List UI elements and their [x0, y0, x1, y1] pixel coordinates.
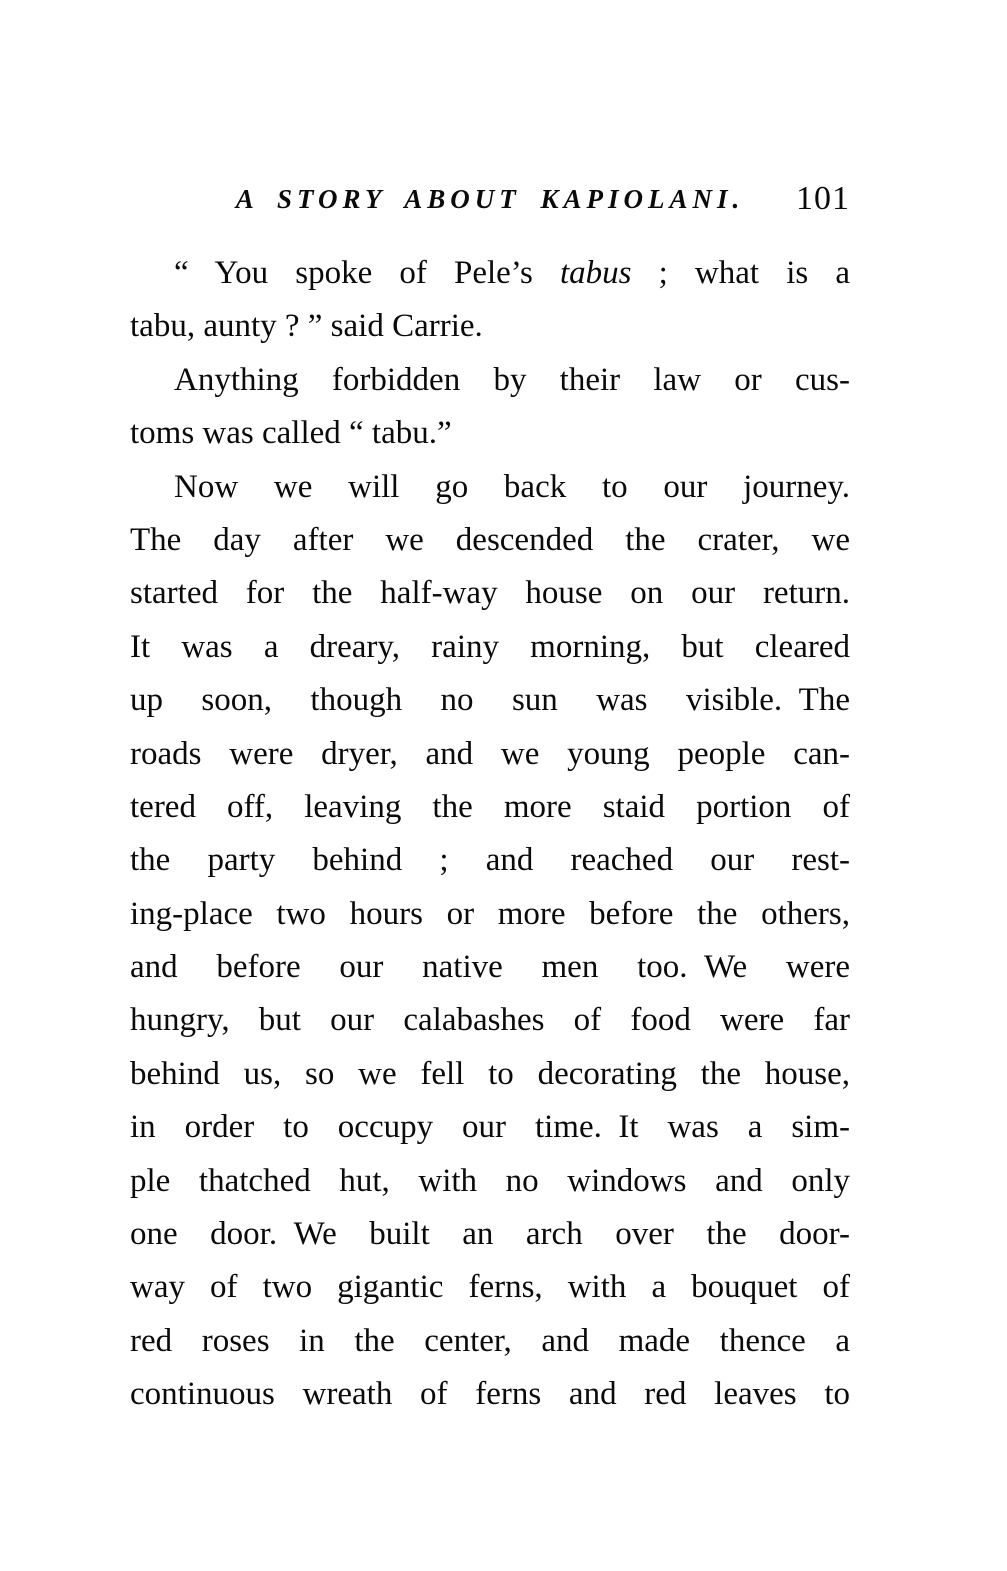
- page-number: 101: [796, 180, 850, 217]
- text-line: [130, 941, 850, 994]
- text-line: [130, 514, 850, 567]
- text-line: [130, 1101, 850, 1154]
- text-line: [130, 247, 850, 300]
- text-run: “ You spoke of Pele’s: [174, 255, 560, 291]
- text-run: hungry, but our calabashes of food were far: [130, 1002, 850, 1039]
- text-run: up soon, though no sun was visible. The: [130, 682, 850, 719]
- text-line: [130, 1048, 850, 1101]
- text-run: behind us, so we fell to decorating the house,: [130, 1055, 850, 1092]
- text-run: the party behind ; and reached our rest-: [130, 842, 850, 879]
- text-run: Now we will go back to our journey.: [174, 468, 850, 505]
- text-run: toms was called “ tabu.”: [130, 415, 452, 452]
- text-line: [130, 888, 850, 941]
- text-line: [130, 1315, 850, 1368]
- text-line: [130, 1261, 850, 1314]
- text-run: ing-place two hours or more before the others,: [130, 895, 850, 932]
- text-line: [130, 354, 850, 407]
- text-run: tabu, aunty ? ” said Carrie.: [130, 308, 483, 345]
- text-run: ; what is a: [631, 255, 850, 291]
- text-run: way of two gigantic ferns, with a bouquet of: [130, 1269, 850, 1306]
- text-line: [130, 407, 850, 460]
- text-run: roads were dryer, and we young people can-: [130, 735, 850, 772]
- text-run: continuous wreath of ferns and red leaves to: [130, 1376, 850, 1413]
- text-run: one door. We built an arch over the door-: [130, 1216, 850, 1253]
- text-line: [130, 834, 850, 887]
- text-run: The day after we descended the crater, we: [130, 521, 850, 558]
- text-line: [130, 300, 850, 353]
- running-head: [130, 180, 850, 222]
- text-run: tered off, leaving the more staid portion of: [130, 788, 850, 825]
- text-line: [130, 674, 850, 727]
- text-line: [130, 781, 850, 834]
- text-run: in order to occupy our time. It was a sim-: [130, 1109, 850, 1146]
- running-head-title: A STORY ABOUT KAPIOLANI.: [235, 184, 745, 214]
- text-run: Anything forbidden by their law or cus-: [174, 361, 850, 398]
- text-line: [130, 994, 850, 1047]
- text-line: [130, 567, 850, 620]
- text-line: [130, 621, 850, 674]
- page-body-text: [130, 247, 850, 1422]
- text-run: and before our native men too. We were: [130, 949, 850, 986]
- text-run: ple thatched hut, with no windows and only: [130, 1162, 850, 1199]
- text-line: [130, 1368, 850, 1421]
- text-run: started for the half-way house on our return.: [130, 575, 850, 612]
- text-line: [130, 461, 850, 514]
- text-line: [130, 1155, 850, 1208]
- text-line: [130, 728, 850, 781]
- text-run: It was a dreary, rainy morning, but cleared: [130, 628, 850, 665]
- italic-text: tabus: [559, 255, 632, 291]
- text-line: [130, 1208, 850, 1261]
- text-run: red roses in the center, and made thence a: [130, 1322, 850, 1359]
